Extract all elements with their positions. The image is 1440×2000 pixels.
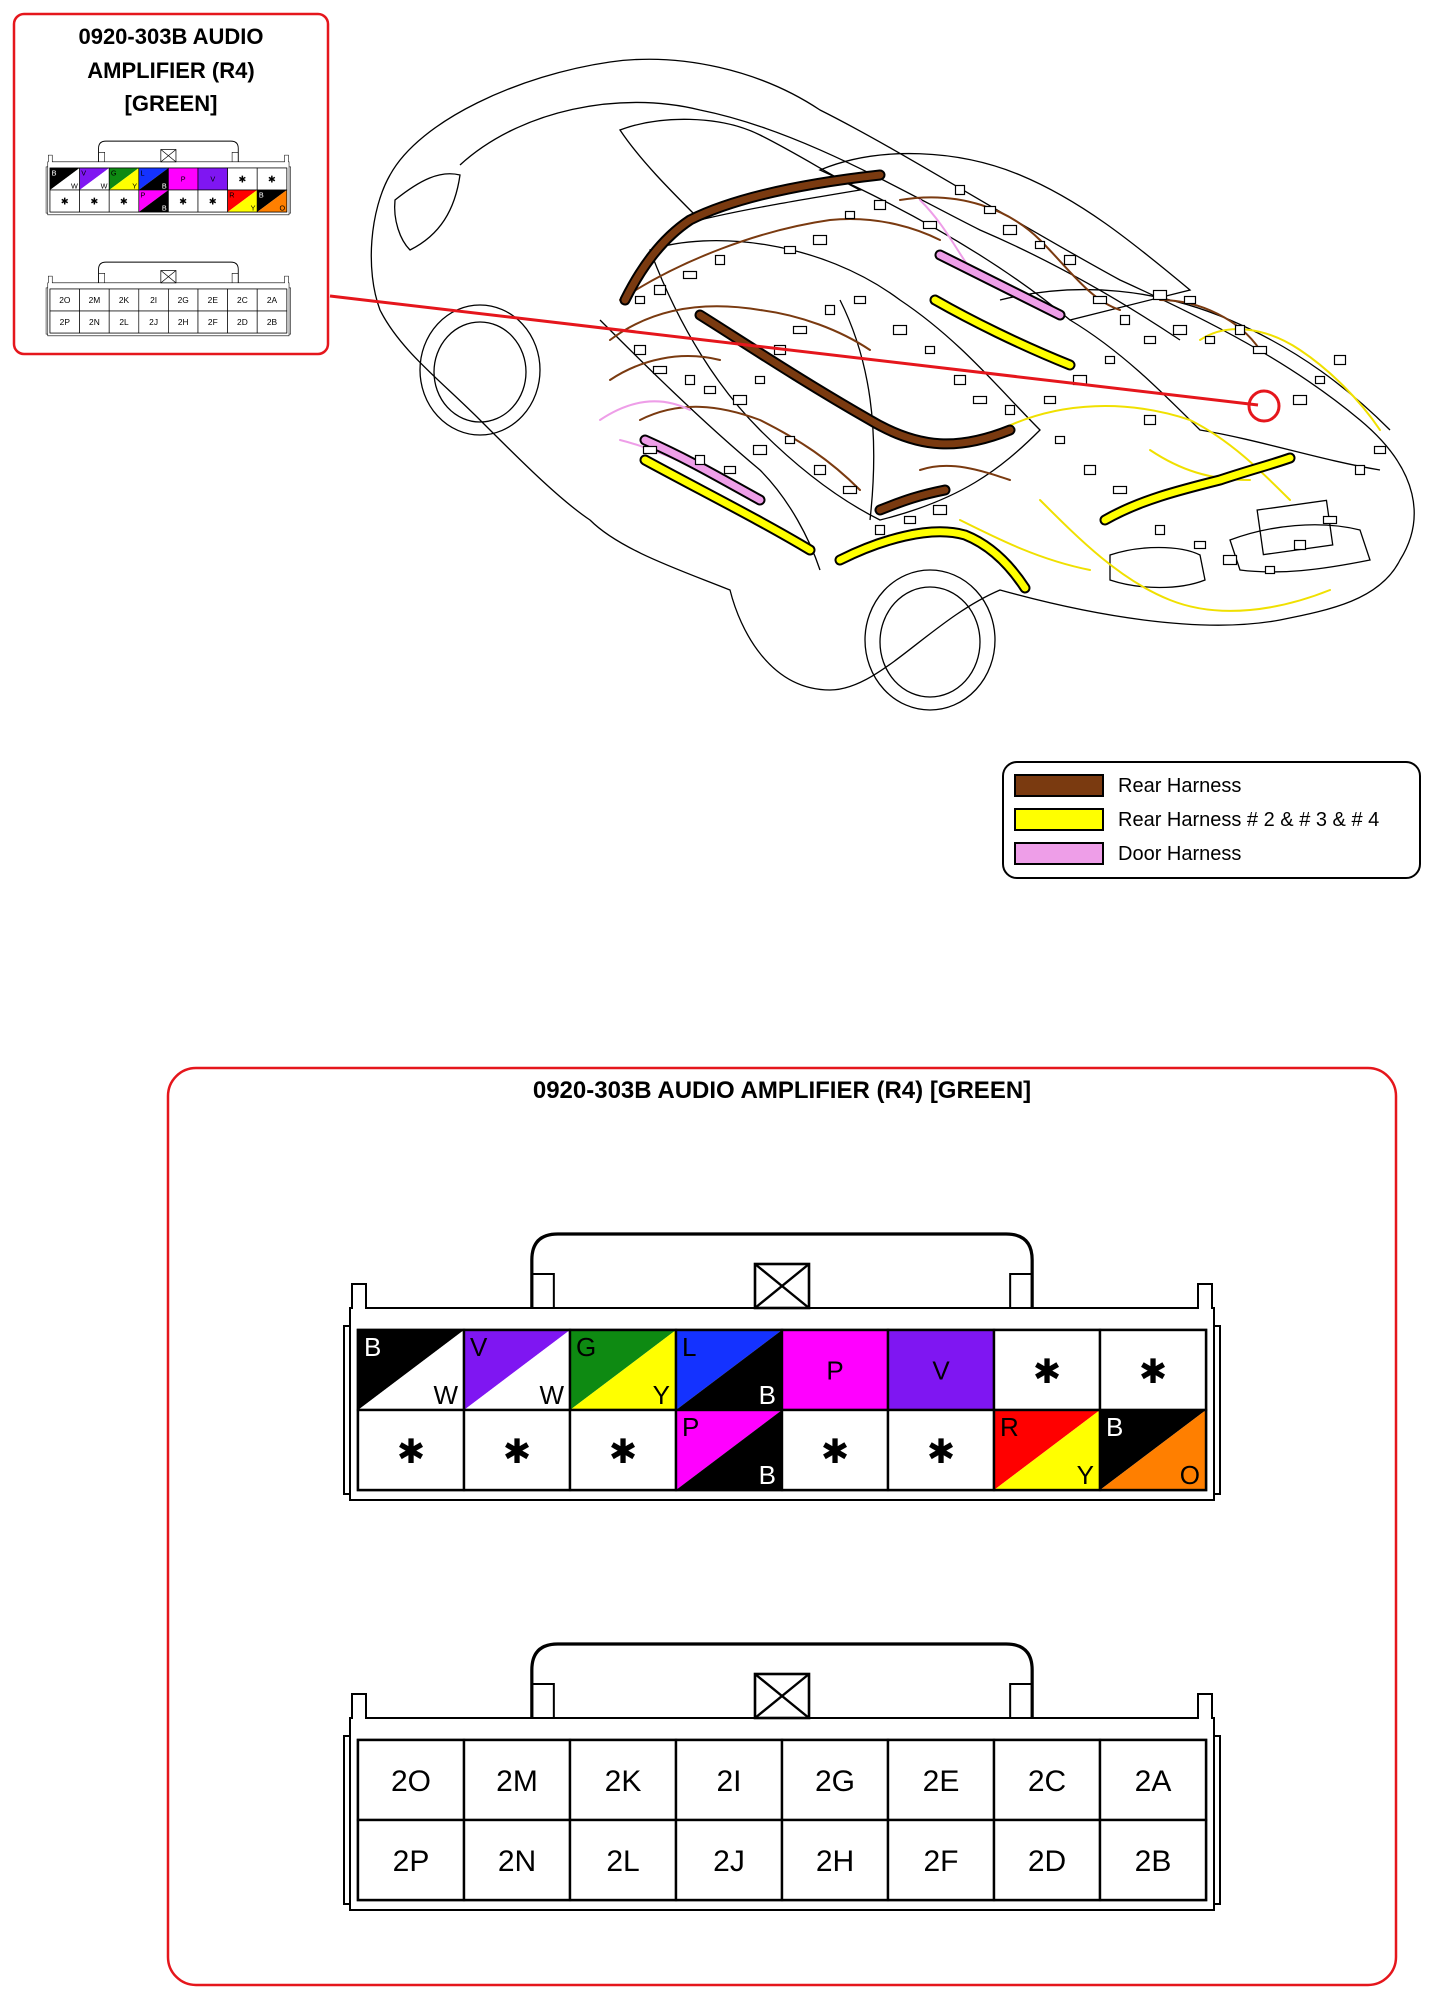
harness-connector-box	[1195, 542, 1206, 549]
unused-pin-mark: ✱	[120, 196, 128, 208]
wire-color-cell	[994, 1410, 1100, 1490]
wire-color-code: B	[1106, 1412, 1124, 1442]
harness-connector-box	[1224, 556, 1237, 565]
wire-color-code: Y	[652, 1380, 670, 1410]
harness-connector-box	[905, 517, 916, 524]
wire-color-code: R	[229, 190, 235, 200]
wire-color-cell	[50, 168, 80, 190]
harness-connector-box	[815, 466, 826, 475]
pin-number: 2N	[89, 317, 100, 328]
legend-swatch	[1015, 775, 1103, 796]
harness-connector-box	[635, 346, 646, 355]
wire-color-cell	[358, 1410, 464, 1490]
wire-color-code: B	[758, 1380, 776, 1410]
harness-connector-box	[786, 437, 795, 444]
pin-number: 2C	[237, 295, 248, 306]
unused-pin-mark: ✱	[238, 174, 247, 186]
unused-pin-mark: ✱	[90, 196, 99, 208]
pin-number: 2J	[149, 317, 159, 328]
legend-label: Rear Harness # 2 & # 3 & # 4	[1118, 809, 1380, 831]
wire-color-code: W	[71, 181, 78, 191]
unused-pin-mark: ✱	[60, 196, 69, 208]
harness-connector-box	[826, 306, 835, 315]
harness-connector-box	[1145, 416, 1156, 425]
inset-title-line-3: [GREEN]	[124, 91, 218, 116]
wire-color-cell	[257, 190, 287, 212]
wire-color-code: O	[279, 203, 286, 213]
wire-color-code: P	[140, 190, 146, 200]
wire-color-cell	[139, 168, 169, 190]
wire-color-code: B	[364, 1332, 382, 1362]
wire-color-cell	[570, 1410, 676, 1490]
wire-color-code: B	[51, 168, 57, 178]
wire-color-cell	[50, 190, 80, 212]
harness-connector-box	[855, 297, 866, 304]
wire-color-cell	[168, 168, 198, 190]
callout-line	[330, 296, 1258, 405]
wire-color-cell	[676, 1330, 782, 1410]
harness-connector-box	[956, 186, 965, 195]
inset-panel	[14, 14, 328, 354]
inset-title-line-2: AMPLIFIER (R4)	[87, 58, 255, 83]
wire-color-code: O	[1179, 1460, 1200, 1490]
harness-connector-box	[1356, 466, 1365, 475]
wire-color-cell	[782, 1410, 888, 1490]
harness-connector-box	[686, 376, 695, 385]
pin-number: 2O	[59, 295, 71, 306]
harness-connector-box	[1236, 326, 1245, 335]
harness-connector-box	[875, 201, 886, 210]
harness-connector-box	[754, 446, 767, 455]
pin-number: 2I	[716, 1764, 742, 1798]
wire-color-cell	[198, 168, 228, 190]
harness-connector-box	[955, 376, 966, 385]
harness-connector-box	[1266, 567, 1275, 574]
harness-connector-box	[876, 526, 885, 535]
harness-connector-box	[655, 286, 666, 295]
pin-number: 2L	[119, 317, 129, 328]
harness-connector-box	[1154, 291, 1167, 300]
wire-color-code: B	[161, 203, 167, 213]
pin-number: 2O	[390, 1764, 432, 1798]
pin-number: 2J	[713, 1844, 745, 1878]
harness-connector-box	[1335, 356, 1346, 365]
harness-connector-box	[1324, 517, 1337, 524]
harness-connector-box	[1174, 326, 1187, 335]
wire-color-cell	[109, 168, 139, 190]
pin-number: 2H	[177, 317, 189, 328]
pin-number: 2I	[150, 295, 158, 306]
pin-number: 2G	[177, 295, 189, 306]
harness-connector-box	[1295, 541, 1306, 550]
harness-connector-box	[1114, 487, 1127, 494]
harness-connector-box	[1036, 242, 1045, 249]
wire-color-cell	[168, 190, 198, 212]
unused-pin-mark: ✱	[608, 1432, 638, 1471]
wire-color-cell	[464, 1330, 570, 1410]
wire-color-code: V	[932, 1355, 950, 1386]
legend-swatch	[1015, 809, 1103, 830]
wire-color-code: P	[180, 174, 186, 184]
wire-color-code: B	[161, 181, 167, 191]
harness-connector-box	[924, 222, 937, 229]
pin-number: 2P	[59, 317, 70, 328]
harness-connector-box	[934, 506, 947, 515]
unused-pin-mark: ✱	[268, 174, 276, 186]
pin-number: 2F	[207, 317, 218, 328]
harness-connector-box	[894, 326, 907, 335]
harness-connector-box	[785, 247, 796, 254]
wire-color-code: G	[576, 1332, 597, 1362]
wire-color-cell	[257, 168, 287, 190]
callout-circle	[1249, 391, 1279, 421]
harness-connector-box	[1294, 396, 1307, 405]
wire-color-code: V	[210, 174, 216, 184]
unused-pin-mark: ✱	[502, 1432, 532, 1471]
harness-connector-box	[1056, 437, 1065, 444]
wire-color-code: Y	[1076, 1460, 1094, 1490]
harness-connector-box	[1045, 397, 1056, 404]
wire-color-cell	[80, 168, 110, 190]
wire-color-cell	[358, 1330, 464, 1410]
wire-color-cell	[228, 168, 258, 190]
wire-color-cell	[1100, 1330, 1206, 1410]
pin-number: 2P	[392, 1844, 430, 1878]
harness-connector-box	[1206, 337, 1215, 344]
wire-color-code: L	[682, 1332, 697, 1362]
harness-connector-box	[844, 487, 857, 494]
legend-swatch	[1015, 843, 1103, 864]
harness-connector-box	[684, 272, 697, 279]
harness-connector-box	[734, 396, 747, 405]
harness-connector-box	[654, 367, 667, 374]
wire-color-cell	[570, 1330, 676, 1410]
unused-pin-mark: ✱	[1032, 1352, 1062, 1391]
harness-connector-box	[696, 456, 705, 465]
harness-connector-box	[725, 467, 736, 474]
harness-connector-box	[1094, 297, 1107, 304]
harness-connector-box	[1121, 316, 1130, 325]
pin-number: 2A	[1134, 1764, 1172, 1798]
wire-color-code: P	[682, 1412, 700, 1442]
wire-color-code: B	[758, 1460, 776, 1490]
harness-connector-box	[974, 397, 987, 404]
wire-color-code: W	[100, 181, 108, 191]
connector-detail-panel	[168, 1068, 1396, 1985]
wire-color-cell	[464, 1410, 570, 1490]
pin-number: 2E	[207, 295, 218, 306]
wire-color-code: R	[1000, 1412, 1019, 1442]
pin-number: 2G	[814, 1764, 856, 1798]
pin-number: 2M	[496, 1764, 538, 1798]
unused-pin-mark: ✱	[1138, 1352, 1168, 1391]
wire-color-cell	[109, 190, 139, 212]
wire-color-cell	[994, 1330, 1100, 1410]
pin-number: 2E	[922, 1764, 960, 1798]
pin-number: 2N	[497, 1844, 537, 1878]
harness-connector-box	[644, 447, 657, 454]
main-title: 0920-303B AUDIO AMPLIFIER (R4) [GREEN]	[532, 1077, 1032, 1104]
harness-connector-box	[814, 236, 827, 245]
pin-number: 2D	[237, 317, 248, 328]
harness-connector-box	[1185, 297, 1196, 304]
harness-legend	[1003, 762, 1420, 878]
pin-number: 2B	[1134, 1844, 1172, 1878]
wire-color-code: B	[258, 190, 264, 200]
harness-connector-box	[846, 212, 855, 219]
wire-color-code: Y	[250, 203, 256, 213]
pin-number: 2H	[815, 1844, 855, 1878]
unused-pin-mark: ✱	[396, 1432, 426, 1471]
legend-label: Door Harness	[1118, 843, 1242, 865]
wire-color-code: G	[110, 168, 117, 178]
unused-pin-mark: ✱	[926, 1432, 956, 1471]
harness-connector-box	[705, 387, 716, 394]
car-illustration	[371, 59, 1414, 710]
wire-color-cell	[1100, 1410, 1206, 1490]
wire-color-code: L	[140, 168, 145, 178]
wire-color-cell	[198, 190, 228, 212]
wire-color-code: W	[433, 1380, 458, 1410]
harness-connector-box	[1145, 337, 1156, 344]
harness-connector-box	[926, 347, 935, 354]
harness-connector-box	[636, 297, 645, 304]
pin-number: 2M	[88, 295, 101, 306]
pin-number: 2F	[923, 1844, 959, 1878]
unused-pin-mark: ✱	[208, 196, 217, 208]
harness-connector-box	[716, 256, 725, 265]
pin-number: 2D	[1027, 1844, 1067, 1878]
pin-number: 2L	[606, 1844, 640, 1878]
harness-connector-box	[1254, 347, 1267, 354]
wire-color-cell	[139, 190, 169, 212]
inset-title-line-1: 0920-303B AUDIO	[78, 24, 264, 49]
wire-color-code: Y	[132, 181, 138, 191]
wire-color-code: V	[470, 1332, 488, 1362]
pin-number: 2K	[118, 295, 130, 306]
pin-number: 2C	[1027, 1764, 1067, 1798]
harness-connector-box	[985, 207, 996, 214]
harness-connector-box	[1375, 447, 1386, 454]
pin-number: 2B	[266, 317, 278, 328]
harness-connector-box	[1004, 226, 1017, 235]
harness-connector-box	[756, 377, 765, 384]
wire-color-cell	[228, 190, 258, 212]
legend-label: Rear Harness	[1118, 775, 1242, 797]
harness-connector-box	[1316, 377, 1325, 384]
unused-pin-mark: ✱	[179, 196, 188, 208]
harness-connector-box	[1085, 466, 1096, 475]
wire-color-cell	[782, 1330, 888, 1410]
wire-color-cell	[676, 1410, 782, 1490]
harness-connector-box	[1156, 526, 1165, 535]
wire-color-cell	[80, 190, 110, 212]
harness-connector-box	[1065, 256, 1076, 265]
wire-color-cell	[888, 1330, 994, 1410]
harness-connector-box	[1106, 357, 1115, 364]
unused-pin-mark: ✱	[820, 1432, 850, 1471]
wire-color-cell	[888, 1410, 994, 1490]
harness-connector-box	[1006, 406, 1015, 415]
wire-color-code: V	[81, 168, 87, 178]
pin-number: 2A	[266, 295, 278, 306]
wire-color-code: W	[539, 1380, 564, 1410]
wire-color-code: P	[826, 1355, 844, 1386]
pin-number: 2K	[604, 1764, 642, 1798]
harness-connector-box	[794, 327, 807, 334]
